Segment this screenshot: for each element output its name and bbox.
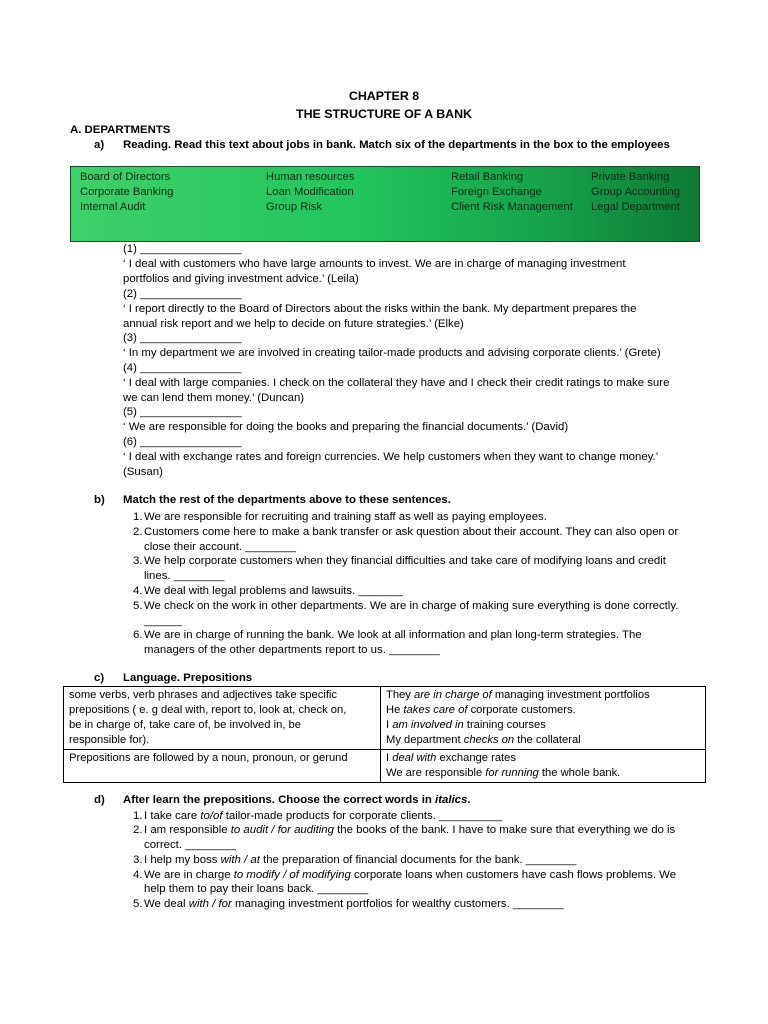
department-column [591, 170, 680, 215]
item-text: We help corporate customers when they financial difficulties and take care of modifying loans and credit [144, 555, 666, 567]
cell-line: some verbs, verb phrases and adjectives take specific [69, 689, 338, 701]
example-line: I deal with exchange rates [386, 752, 516, 764]
part-b-letter: b) [94, 494, 105, 506]
item-text: I take care to/of tailor-made products for corporate clients. __________ [144, 810, 503, 822]
item-text: ______ [144, 615, 183, 627]
item-text: I am responsible to audit / for auditing the books of the bank. I have to make sure that everything we do is [144, 824, 676, 836]
cell-line: responsible for). [69, 734, 150, 746]
department-item: Retail Banking [451, 171, 524, 183]
department-item: Loan Modification [266, 186, 354, 198]
item-text: I help my boss with / at the preparation of financial documents for the bank. ________ [144, 854, 577, 866]
item-text: We deal with / for managing investment portfolios for wealthy customers. ________ [144, 898, 564, 910]
cell-line: be in charge of, take care of, be involved in, be [69, 719, 301, 731]
item-text: lines. ________ [144, 570, 225, 582]
table-cell [64, 687, 381, 750]
example-line: He takes care of corporate customers. [386, 704, 576, 716]
item-text: Customers come here to make a bank transfer or ask question about their account. They can also open or [144, 526, 679, 538]
department-column [80, 170, 173, 215]
quote-line: ‘ We are responsible for doing the books and preparing the financial documents.’ (David) [123, 421, 569, 433]
department-item: Group Risk [266, 201, 322, 213]
table-row [64, 687, 706, 750]
item-number: 3. [133, 555, 143, 567]
item-number: 4. [133, 585, 143, 597]
item-number: 6. [133, 629, 143, 641]
example-line: We are responsible for running the whole bank. [386, 767, 621, 779]
item-text: We are in charge of running the bank. We look at all information and plan long-term strategies. The [144, 629, 642, 641]
department-item: Client Risk Management [451, 201, 573, 213]
quote-line: ‘ I deal with large companies. I check on the collateral they have and I check their credit ratings to make sure [123, 377, 670, 389]
table-cell [381, 750, 706, 783]
department-item: Legal Department [591, 201, 680, 213]
quote-line: ‘ In my department we are involved in creating tailor-made products and advising corporate clients.’ (Grete) [123, 347, 661, 359]
department-item: Foreign Exchange [451, 186, 542, 198]
part-c-instruction: Language. Prepositions [123, 672, 253, 684]
quote-line: we can lend them money.’ (Duncan) [123, 392, 305, 404]
item-number: 2. [133, 526, 143, 538]
prepositions-table [63, 686, 706, 783]
table-cell: Prepositions are followed by a noun, pronoun, or gerund [64, 750, 381, 783]
answer-blank-3: (3) ________________ [123, 332, 242, 344]
answer-blank-2: (2) ________________ [123, 288, 242, 300]
item-text: We deal with legal problems and lawsuits. _______ [144, 585, 403, 597]
item-number: 5. [133, 600, 143, 612]
item-text: close their account. ________ [144, 541, 296, 553]
table-cell [381, 687, 706, 750]
section-a-heading: A. DEPARTMENTS [70, 124, 171, 136]
item-number: 2. [133, 824, 143, 836]
department-item: Internal Audit [80, 201, 146, 213]
department-column [451, 170, 573, 215]
quote-line: ‘ I report directly to the Board of Directors about the risks within the bank. My department prepares the [123, 303, 637, 315]
part-d-instruction: After learn the prepositions. Choose the correct words in italics. [123, 794, 471, 806]
answer-blank-5: (5) ________________ [123, 406, 242, 418]
part-a-letter: a) [94, 139, 105, 151]
item-number: 1. [133, 810, 143, 822]
part-b-instruction: Match the rest of the departments above to these sentences. [123, 494, 451, 506]
chapter-label: CHAPTER 8 [348, 89, 420, 103]
quote-line: (Susan) [123, 466, 163, 478]
answer-blank-4: (4) ________________ [123, 362, 242, 374]
quote-line: portfolios and giving investment advice.’ (Leila) [123, 273, 359, 285]
item-text: managers of the other departments report to us. ________ [144, 644, 440, 656]
page-title: THE STRUCTURE OF A BANK [296, 107, 472, 121]
department-item: Corporate Banking [80, 186, 174, 198]
answer-blank-6: (6) ________________ [123, 436, 242, 448]
part-c-letter: c) [94, 672, 105, 684]
quote-line: ‘ I deal with exchange rates and foreign currencies. We help customers when they want to change money.’ [123, 451, 659, 463]
item-number: 3. [133, 854, 143, 866]
item-number: 5. [133, 898, 143, 910]
part-a-instruction: Reading. Read this text about jobs in bank. Match six of the departments in the box to the employees [123, 139, 670, 151]
quote-line: annual risk report and we help to decide on future strategies.’ (Elke) [123, 318, 464, 330]
departments-box [70, 166, 700, 242]
example-line: I am involved in training courses [386, 719, 546, 731]
table-row [64, 750, 706, 783]
example-line: They are in charge of managing investment portfolios [386, 689, 650, 701]
item-text: help them to pay their loans back. ________ [144, 883, 369, 895]
example-line: My department checks on the collateral [386, 734, 581, 746]
item-text: We check on the work in other departments. We are in charge of making sure everything is done correctly. [144, 600, 679, 612]
cell-line: prepositions ( e. g deal with, report to, look at, check on, [69, 704, 347, 716]
department-item: Private Banking [591, 171, 670, 183]
item-text: correct. ________ [144, 839, 236, 851]
department-column [266, 170, 354, 215]
department-item: Board of Directors [80, 171, 171, 183]
item-number: 1. [133, 511, 143, 523]
part-d-letter: d) [94, 794, 105, 806]
item-text: We are responsible for recruiting and training staff as well as paying employees. [144, 511, 547, 523]
item-number: 4. [133, 869, 143, 881]
item-text: We are in charge to modify / of modifying corporate loans when customers have cash flows problems. We [144, 869, 677, 881]
department-item: Group Accounting [591, 186, 680, 198]
quote-line: ‘ I deal with customers who have large amounts to invest. We are in charge of managing investment [123, 258, 626, 270]
department-item: Human resources [266, 171, 355, 183]
answer-blank-1: (1) ________________ [123, 243, 242, 255]
